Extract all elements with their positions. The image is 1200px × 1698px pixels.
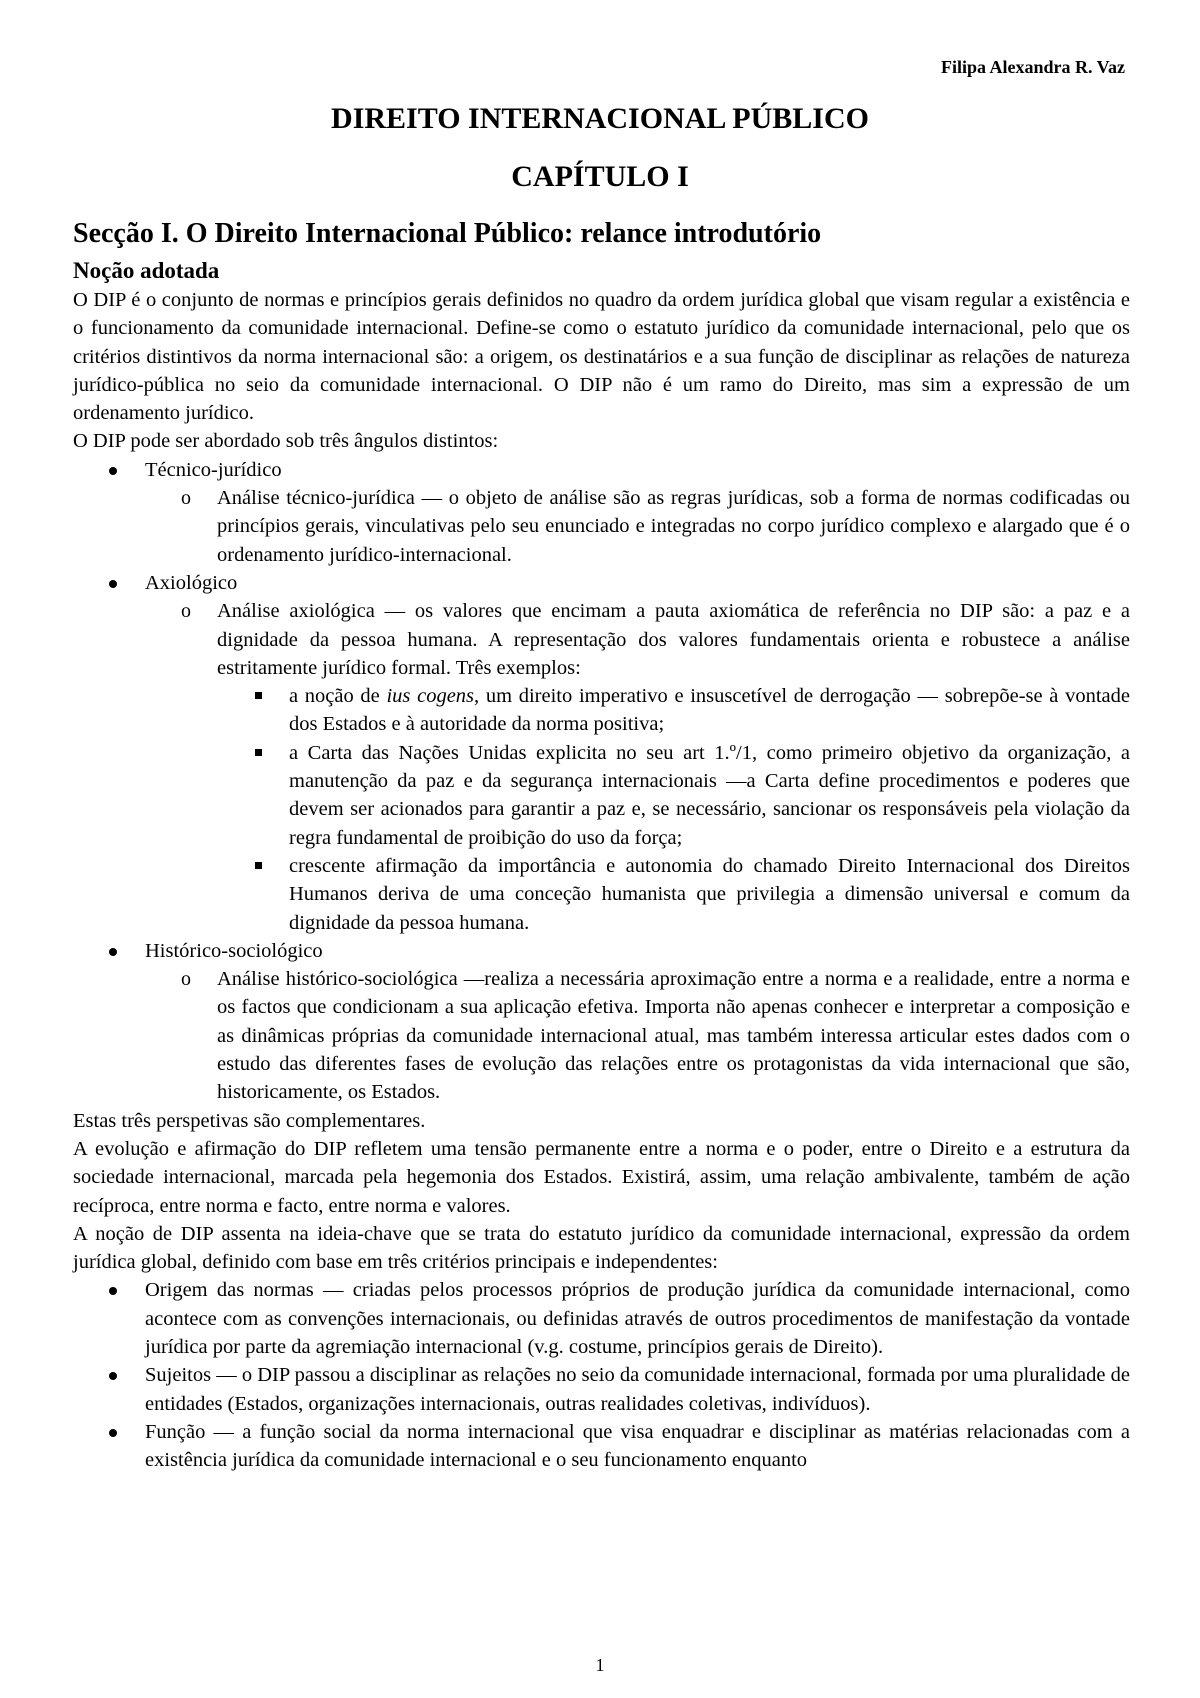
list-item <box>73 1276 1130 1361</box>
angle-description: Análise axiológica — os valores que encimam a pauta axiomática de referência no DIP são: a paz e a dignidade da pessoa humana. A representação dos valores fundamentais orienta e robustece a análise estritamente jurídico formal. Três exemplos: <box>217 600 1130 679</box>
bullet-icon <box>109 580 117 588</box>
example-text: , um direito imperativo e insuscetível de derrogação — sobrepõe-se à vontade dos Estados e à autoridade da norma positiva; <box>289 685 1130 736</box>
list-item <box>73 1361 1130 1418</box>
circle-bullet-icon: o <box>181 600 191 623</box>
list-item <box>73 937 1130 1107</box>
angle-label: Axiológico <box>145 571 238 594</box>
criterion-text: Sujeitos — o DIP passou a disciplinar as relações no seio da comunidade internacional, formada por uma pluralidade de entidades (Estados, organizações internacionais, outras realidades coletivas, indivíduos). <box>145 1364 1130 1415</box>
examples-list <box>217 682 1130 937</box>
list-item <box>73 456 1130 569</box>
bullet-icon <box>109 467 117 475</box>
example-text: a noção de <box>289 685 387 708</box>
sub-list <box>145 597 1130 937</box>
square-bullet-icon <box>255 862 262 869</box>
page-number: 1 <box>595 1655 605 1675</box>
list-item <box>73 569 1130 937</box>
angle-description: Análise histórico-sociológica —realiza a necessária aproximação entre a norma e a realidade, entre a norma e os factos que condicionam a sua aplicação efetiva. Importa não apenas conhecer e interpretar a composição e as dinâmicas próprias da comunidade internacional atual, mas também interessa articular estes dados com o estudo das diferentes fases de evolução das relações entre os protagonistas da vida internacional que são, historicamente, os Estados. <box>217 968 1130 1104</box>
criterion-text: Origem das normas — criadas pelos processos próprios de produção jurídica da comunidade internacional, como acontece com as convenções internacionais, ou definidas através de outros procedimentos de manifestação da vontade jurídica por parte da agremiação internacional (v.g. costume, princípios gerais de Direito). <box>145 1279 1130 1358</box>
list-item <box>217 682 1130 739</box>
paragraph: O DIP pode ser abordado sob três ângulos distintos: <box>73 430 499 453</box>
example-text: crescente afirmação da importância e autonomia do chamado Direito Internacional dos Direitos Humanos deriva de uma conceção humanista que privilegia a dimensão universal e comum da dignidade da pessoa humana. <box>289 854 1130 934</box>
bullet-icon <box>109 1287 117 1295</box>
bullet-icon <box>109 1429 117 1437</box>
list-item <box>145 597 1130 937</box>
bullet-icon <box>109 948 117 956</box>
angle-label: Técnico-jurídico <box>145 458 282 481</box>
subheading: Noção adotada <box>73 258 220 283</box>
angles-list <box>73 456 1130 1107</box>
paragraph: Estas três perspetivas são complementares. <box>73 1109 426 1132</box>
circle-bullet-icon: o <box>181 487 191 510</box>
angle-description: Análise técnico-jurídica — o objeto de análise são as regras jurídicas, sob a forma de normas codificadas ou princípios gerais, vinculativas pelo seu enunciado e integradas no corpo jurídico complexo e alargado que é o ordenamento jurídico-internacional. <box>217 487 1130 566</box>
criteria-list <box>73 1276 1130 1474</box>
list-item <box>145 965 1130 1106</box>
square-bullet-icon <box>255 692 262 699</box>
circle-bullet-icon: o <box>181 968 191 991</box>
section-heading: Secção I. O Direito Internacional Público: relance introdutório <box>73 218 822 249</box>
paragraph: A evolução e afirmação do DIP refletem uma tensão permanente entre a norma e o poder, entre o Direito e a estrutura da sociedade internacional, marcada pela hegemonia dos Estados. Existirá, assim, uma relação ambivalente, também de ação recíproca, entre norma e facto, entre norma e valores. <box>73 1137 1130 1217</box>
sub-list <box>145 484 1130 569</box>
list-item <box>217 739 1130 852</box>
bullet-icon <box>109 1372 117 1380</box>
criterion-text: Função — a função social da norma internacional que visa enquadrar e disciplinar as matérias relacionadas com a existência jurídica da comunidade internacional e o seu funcionamento enquanto <box>145 1420 1130 1472</box>
angle-label: Histórico-sociológico <box>145 939 323 962</box>
sub-list <box>145 965 1130 1106</box>
list-item <box>217 852 1130 937</box>
paragraph: A noção de DIP assenta na ideia-chave que se trata do estatuto jurídico da comunidade internacional, expressão da ordem jurídica global, definido com base em três critérios principais e independentes: <box>73 1222 1130 1274</box>
author-name: Filipa Alexandra R. Vaz <box>940 57 1125 77</box>
example-text: a Carta das Nações Unidas explicita no seu art 1.º/1, como primeiro objetivo da organização, a manutenção da paz e da segurança internacionais —a Carta define procedimentos e poderes que devem ser acionados para garantir a paz e, se necessário, sancionar os responsáveis pela violação da regra fundamental de proibição do uso da força; <box>289 741 1130 849</box>
paragraph: O DIP é o conjunto de normas e princípios gerais definidos no quadro da ordem jurídica global que visam regular a existência e o funcionamento da comunidade internacional. Define-se como o estatuto jurídico da comunidade internacional, pelo que os critérios distintivos da norma internacional são: a origem, os destinatários e a sua função de disciplinar as relações de natureza jurídico-pública no seio da comunidade internacional. O DIP não é um ramo do Direito, mas sim a expressão de um ordenamento jurídico. <box>73 289 1130 425</box>
square-bullet-icon <box>255 749 262 756</box>
list-item <box>73 1418 1130 1475</box>
latin-term: ius cogens <box>386 685 475 708</box>
list-item <box>145 484 1130 569</box>
chapter-title: CAPÍTULO I <box>511 160 689 193</box>
document-title: DIREITO INTERNACIONAL PÚBLICO <box>331 102 869 135</box>
document-body <box>73 256 1130 1474</box>
